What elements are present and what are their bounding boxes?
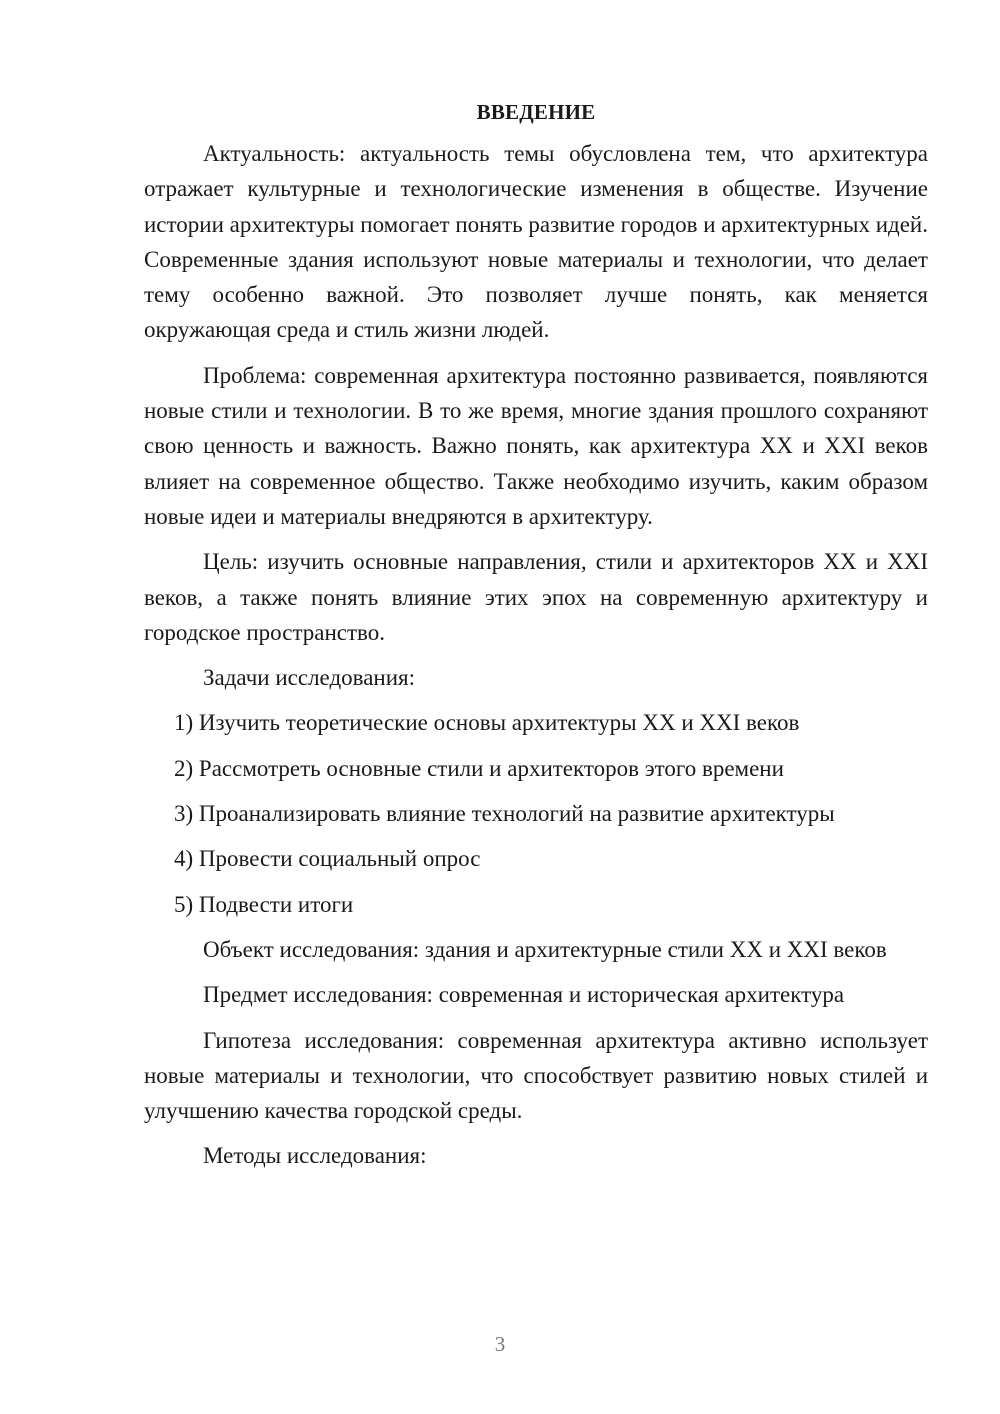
tasks-heading: Задачи исследования:: [203, 665, 416, 691]
goal-paragraph: Цель: изучить основные направления, стили и архитекторов XX и XXI веков, а также понять влияние этих эпох на современную архитектуру и городское пространство.: [144, 549, 928, 645]
hypothesis-paragraph: Гипотеза исследования: современная архитектура активно использует новые материалы и технологии, что способствует развитию новых стилей и улучшению качества городской среды.: [144, 1027, 928, 1124]
problem-paragraph: Проблема: современная архитектура постоянно развивается, появляются новые стили и технологии. В то же время, многие здания прошлого сохраняют свою ценность и важность. Важно понять, как архитектура XX и XXI веков влияет на современное общество. Также необходимо изучить, каким образом новые идеи и материалы внедряются в архитектуру.: [144, 362, 928, 529]
page-body: [144, 96, 928, 1184]
relevance-paragraph: Актуальность: актуальность темы обусловлена тем, что архитектура отражает культурные и технологические изменения в обществе. Изучение истории архитектуры помогает понять развитие городов и архитектурных идей. Современные здания используют новые материалы и технологии, что делает тему особенно важной. Это позволяет лучше понять, как меняется окружающая среда и стиль жизни людей.: [144, 141, 928, 343]
methods-heading: Методы исследования:: [203, 1143, 427, 1169]
tasks-list: [144, 705, 928, 921]
list-item: 4) Провести социальный опрос: [174, 846, 481, 872]
page-number: 3: [494, 1332, 506, 1356]
section-heading: ВВЕДЕНИЕ: [476, 100, 596, 124]
subject-paragraph: Предмет исследования: современная и историческая архитектура: [203, 982, 845, 1008]
object-paragraph: Объект исследования: здания и архитектурные стили XX и XXI веков: [203, 936, 887, 962]
list-item: 1) Изучить теоретические основы архитектуры XX и XXI веков: [174, 710, 800, 736]
list-item: 2) Рассмотреть основные стили и архитекторов этого времени: [174, 755, 784, 781]
list-item: 5) Подвести итоги: [174, 891, 354, 917]
list-item: 3) Проанализировать влияние технологий на развитие архитектуры: [174, 801, 835, 827]
